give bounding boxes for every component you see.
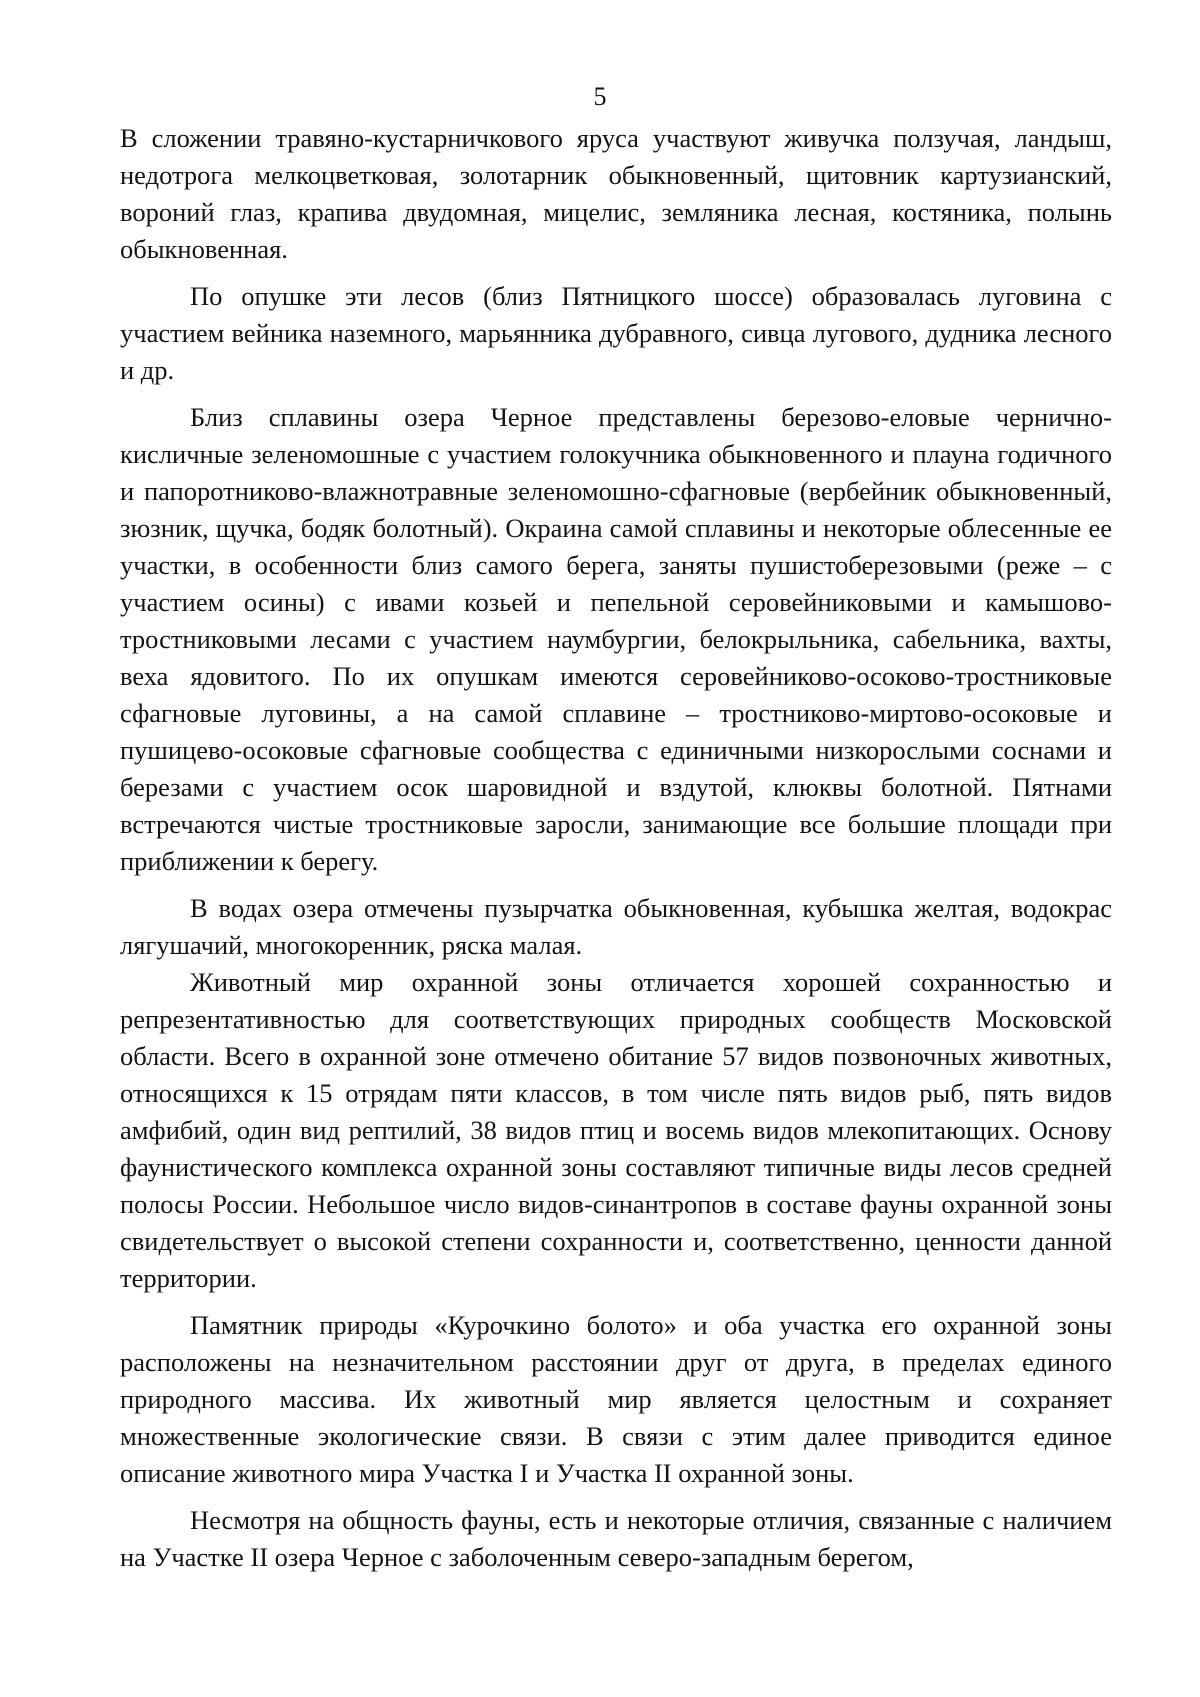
page-number: 5 [593,82,607,111]
paragraph-lake-mire: Близ сплавины озера Черное представлены березово-еловые чернично-кисличные зеленомошные с участием голокучника обыкновенного и плауна годичного и папоротниково-влажнотравные зеленомошно-сфагновые (вербейник обыкновенный, зюзник, щучка, бодяк болотный). Окраина самой сплавины и некоторые облесенные ее участки, в особенности близ самого берега, заняты пушистоберезовыми (реже – с участием осины) с ивами козьей и пепельной серовейниковыми и камышово-тростниковыми лесами с участием наумбургии, белокрыльника, сабельника, вахты, веха ядовитого. По их опушкам имеются серовейниково-осоково-тростниковые сфагновые луговины, а на самой сплавине – тростниково-миртово-осоковые и пушицево-осоковые сфагновые сообщества с единичными низкорослыми соснами и березами с участием осок шаровидной и вздутой, клюквы болотной. Пятнами встречаются чистые тростниковые заросли, занимающие все большие площади при приближении к берегу. [120,402,1112,876]
paragraph-fauna-differences: Несмотря на общность фауны, есть и некоторые отличия, связанные с наличием на Участке II озера Черное с заболоченным северо-западным берегом, [120,1505,1112,1572]
paragraph-nature-monument: Памятник природы «Курочкино болото» и оба участка его охранной зоны расположены на незначительном расстоянии друг от друга, в пределах единого природного массива. Их животный мир является целостным и сохраняет множественные экологические связи. В связи с этим далее приводится единое описание животного мира Участка I и Участка II охранной зоны. [120,1310,1112,1488]
paragraph-fauna: Животный мир охранной зоны отличается хорошей сохранностью и репрезентативностью для соответствующих природных сообществ Московской области. Всего в охранной зоне отмечено обитание 57 видов позвоночных животных, относящихся к 15 отрядам пяти классов, в том числе пять видов рыб, пять видов амфибий, один вид рептилий, 38 видов птиц и восемь видов млекопитающих. Основу фаунистического комплекса охранной зоны составляют типичные виды лесов средней полосы России. Небольшое число видов-синантропов в составе фауны охранной зоны свидетельствует о высокой степени сохранности и, соответственно, ценности данной территории. [120,967,1112,1293]
document-body [120,120,1112,1576]
paragraph-herb-layer: В сложении травяно-кустарничкового яруса участвуют живучка ползучая, ландыш, недотрога мелкоцветковая, золотарник обыкновенный, щитовник картузианский, вороний глаз, крапива двудомная, мицелис, земляника лесная, костяника, полынь обыкновенная. [120,123,1112,264]
paragraph-forest-edge: По опушке эти лесов (близ Пятницкого шоссе) образовалась луговина с участием вейника наземного, марьянника дубравного, сивца лугового, дудника лесного и др. [120,281,1112,385]
paragraph-lake-waters: В водах озера отмечены пузырчатка обыкновенная, кубышка желтая, водокрас лягушачий, многокоренник, ряска малая. [120,893,1112,960]
